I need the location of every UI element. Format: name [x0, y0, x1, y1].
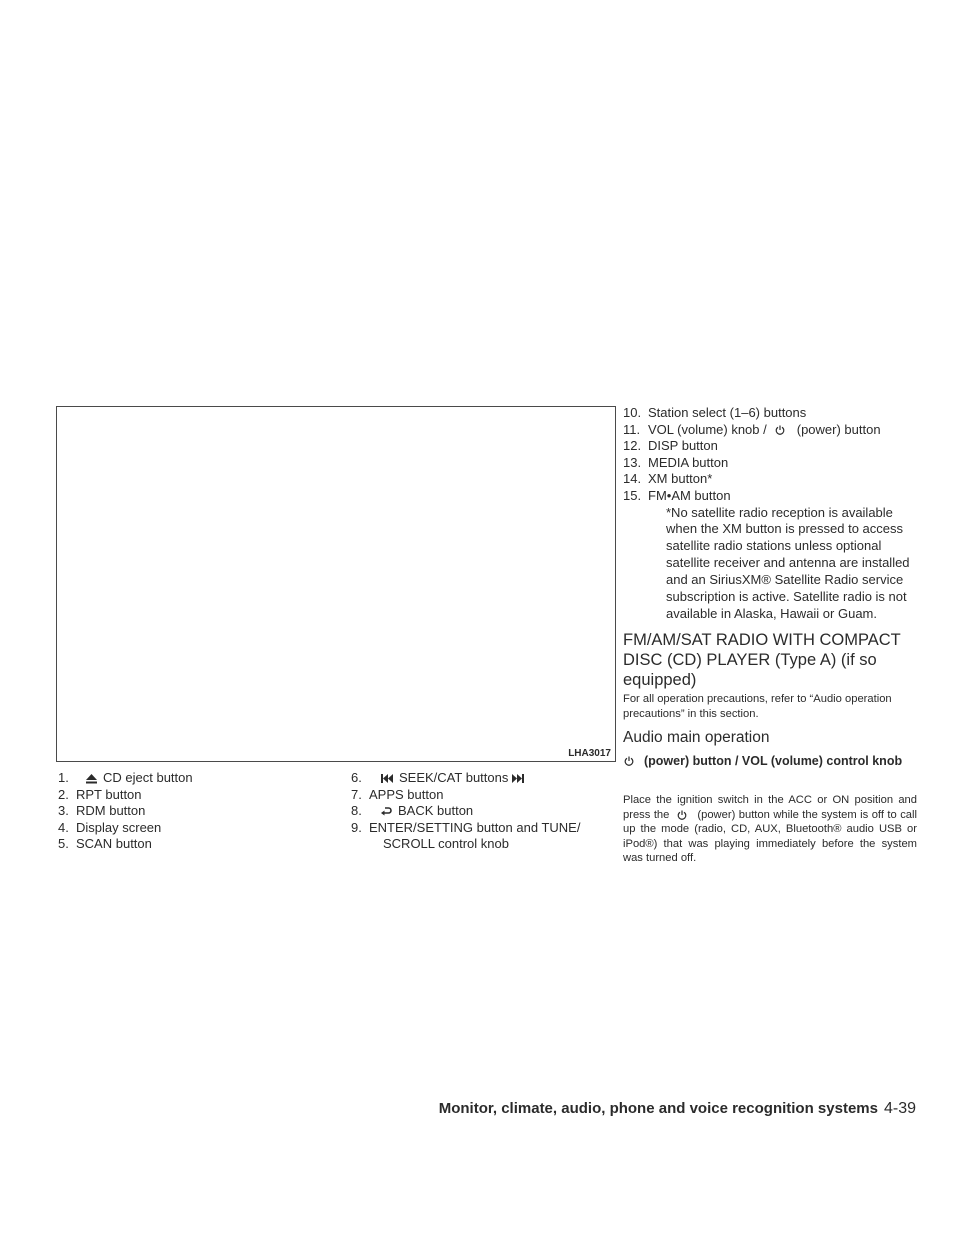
page-number: 4-39	[883, 1100, 916, 1117]
seek-forward-icon	[512, 774, 524, 783]
list-item: 3. RDM button	[58, 803, 146, 819]
precautions-text: For all operation precautions, refer to “Audio operation precautions” in this section.	[623, 693, 892, 720]
footer-section: Monitor, climate, audio, phone and voice recognition systems	[438, 1100, 878, 1117]
back-arrow-icon	[381, 807, 392, 817]
subheading: Audio main operation	[623, 729, 770, 746]
section-heading: FM/AM/SAT RADIO WITH COMPACT DISC (CD) PLAYER (Type A) (if so equipped)	[623, 631, 901, 689]
callout-column-3	[623, 405, 923, 636]
callout-list-2	[351, 770, 621, 853]
list-item: 2. RPT button	[58, 786, 142, 802]
power-icon	[775, 425, 785, 435]
list-item: 15. FM•AM button	[623, 487, 731, 503]
list-item: 10. Station select (1–6) buttons	[623, 405, 807, 420]
power-icon	[677, 810, 687, 820]
list-item: 6. SEEK/CAT buttons	[351, 770, 621, 787]
list-item: 5. SCAN button	[58, 836, 152, 852]
list-item: 8. BACK button	[351, 803, 474, 819]
control-title: (power) button / VOL (volume) control knob	[642, 753, 917, 770]
control-description: Place the ignition switch in the ACC or ON position and press the (power) button while the system is off to call up the mode (radio, CD, AUX, Bluetooth® audio USB or iPod®) that was playing immediately before the system was turned off.	[623, 794, 917, 865]
figure-frame	[56, 406, 616, 762]
list-item: 14. XM button*	[623, 471, 713, 487]
power-icon	[624, 756, 634, 766]
seek-back-icon	[381, 774, 393, 783]
callout-list-1	[58, 770, 318, 853]
list-item: 11. VOL (volume) knob / (power) button	[623, 421, 881, 437]
page-footer	[439, 1100, 916, 1118]
list-item: 13. MEDIA button	[623, 454, 729, 470]
figure-code: LHA3017	[568, 748, 611, 759]
list-item: 9. ENTER/SETTING button and TUNE/ SCROLL control knob	[351, 819, 581, 852]
callout-list-3	[623, 405, 923, 505]
eject-icon	[86, 774, 97, 784]
list-item: 12. DISP button	[623, 438, 718, 454]
list-item: 1. CD eject button	[58, 770, 193, 785]
list-item: 7. APPS button	[351, 786, 444, 802]
footnote: *No satellite radio reception is available when the XM button is pressed to access satellite radio stations unless optional satellite receiver and antenna are installed and an SiriusXM® Satellite Radio service subscription is active. Satellite radio is not available in Alaska, Hawaii or Guam.	[666, 504, 910, 621]
list-item: 4. Display screen	[58, 819, 162, 835]
